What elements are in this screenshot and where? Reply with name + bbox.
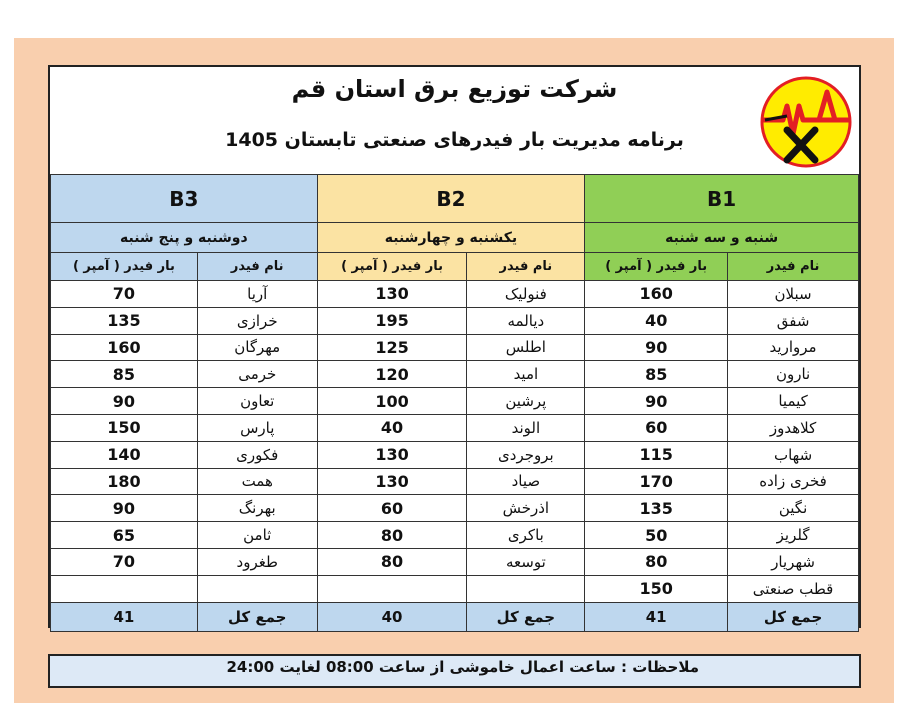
b2-name-cell: الوند <box>467 414 585 441</box>
b3-name-cell: خرازی <box>197 307 317 334</box>
b1-load-cell: 170 <box>585 468 728 495</box>
b1-name-cell: گلریز <box>728 522 859 549</box>
b1-name-cell: مروارید <box>728 334 859 361</box>
b1-name-cell: کیمیا <box>728 388 859 415</box>
zone-b3-days: دوشنبه و پنج شنبه <box>51 223 318 253</box>
column-header-row <box>51 253 859 281</box>
feeder-rows <box>51 281 859 603</box>
b1-load-cell: 160 <box>585 281 728 308</box>
b2-load-cell: 130 <box>317 281 467 308</box>
b1-load-cell: 90 <box>585 334 728 361</box>
b1-total: 41 <box>585 602 728 631</box>
b3-name-cell: پارس <box>197 414 317 441</box>
table-row <box>51 522 859 549</box>
company-logo-icon <box>757 76 855 168</box>
b1-name-cell: نگین <box>728 495 859 522</box>
b3-name-cell: مهرگان <box>197 334 317 361</box>
b1-load-header: بار فیدر ( آمپر ) <box>585 253 728 281</box>
table-row <box>51 388 859 415</box>
b2-total-label: جمع کل <box>467 602 585 631</box>
sheet-header <box>50 67 859 176</box>
b1-load-cell: 80 <box>585 548 728 575</box>
b2-name-cell: امید <box>467 361 585 388</box>
b2-name-cell: باکری <box>467 522 585 549</box>
b3-load-cell: 90 <box>51 388 198 415</box>
schedule-sheet <box>48 65 861 628</box>
company-title: شرکت توزیع برق استان قم <box>291 75 618 103</box>
b3-total-label: جمع کل <box>197 602 317 631</box>
b2-load-cell: 60 <box>317 495 467 522</box>
b2-load-cell: 80 <box>317 522 467 549</box>
b1-name-cell: کلاهدوز <box>728 414 859 441</box>
zone-b1-header: B1 <box>585 175 859 223</box>
zone-header-row <box>51 175 859 223</box>
b3-name-cell: همت <box>197 468 317 495</box>
b3-load-cell: 180 <box>51 468 198 495</box>
table-row <box>51 495 859 522</box>
b1-load-cell: 115 <box>585 441 728 468</box>
b3-load-cell: 140 <box>51 441 198 468</box>
table-row <box>51 334 859 361</box>
b1-total-label: جمع کل <box>728 602 859 631</box>
b1-load-cell: 90 <box>585 388 728 415</box>
b2-load-cell: 40 <box>317 414 467 441</box>
table-row <box>51 468 859 495</box>
b1-name-cell: شهریار <box>728 548 859 575</box>
zone-b2-header: B2 <box>317 175 585 223</box>
table-row <box>51 281 859 308</box>
b1-name-header: نام فیدر <box>728 253 859 281</box>
table-row <box>51 575 859 602</box>
b3-name-header: نام فیدر <box>197 253 317 281</box>
b1-name-cell: نارون <box>728 361 859 388</box>
b3-load-header: بار فیدر ( آمپر ) <box>51 253 198 281</box>
b3-load-cell: 65 <box>51 522 198 549</box>
b2-name-cell: صیاد <box>467 468 585 495</box>
b2-load-cell: 125 <box>317 334 467 361</box>
b1-name-cell: قطب صنعتی <box>728 575 859 602</box>
b2-name-header: نام فیدر <box>467 253 585 281</box>
b3-name-cell: آریا <box>197 281 317 308</box>
table-row <box>51 548 859 575</box>
program-title: برنامه مدیریت بار فیدرهای صنعتی تابستان 1405 <box>225 129 684 151</box>
b2-name-cell: بروجردی <box>467 441 585 468</box>
totals-row <box>51 602 859 631</box>
b2-name-cell: دیالمه <box>467 307 585 334</box>
days-row <box>51 223 859 253</box>
table-row <box>51 414 859 441</box>
b2-name-cell: اطلس <box>467 334 585 361</box>
b1-name-cell: سبلان <box>728 281 859 308</box>
b2-load-cell: 120 <box>317 361 467 388</box>
b3-load-cell <box>51 575 198 602</box>
b3-load-cell: 70 <box>51 548 198 575</box>
b2-total: 40 <box>317 602 467 631</box>
b1-name-cell: شفق <box>728 307 859 334</box>
b1-load-cell: 150 <box>585 575 728 602</box>
b3-load-cell: 160 <box>51 334 198 361</box>
notes-text: ملاحظات : ساعت اعمال خاموشی از ساعت 08:00 لغایت 24:00 <box>226 658 699 676</box>
b3-name-cell: خرمی <box>197 361 317 388</box>
b2-load-cell: 130 <box>317 468 467 495</box>
b1-load-cell: 50 <box>585 522 728 549</box>
b3-name-cell: بهرنگ <box>197 495 317 522</box>
b3-name-cell <box>197 575 317 602</box>
zone-b1-days: شنبه و سه شنبه <box>585 223 859 253</box>
b1-name-cell: فخری زاده <box>728 468 859 495</box>
b2-load-cell: 100 <box>317 388 467 415</box>
b3-name-cell: طغرود <box>197 548 317 575</box>
b2-load-cell: 80 <box>317 548 467 575</box>
b1-load-cell: 85 <box>585 361 728 388</box>
b1-load-cell: 60 <box>585 414 728 441</box>
b3-load-cell: 85 <box>51 361 198 388</box>
notes-box <box>48 654 861 688</box>
b2-name-cell: فنولیک <box>467 281 585 308</box>
b2-load-cell: 130 <box>317 441 467 468</box>
b3-name-cell: فکوری <box>197 441 317 468</box>
b2-load-header: بار فیدر ( آمپر ) <box>317 253 467 281</box>
table-row <box>51 307 859 334</box>
b2-load-cell: 195 <box>317 307 467 334</box>
zone-b3-header: B3 <box>51 175 318 223</box>
b1-name-cell: شهاب <box>728 441 859 468</box>
b2-name-cell: توسعه <box>467 548 585 575</box>
b2-name-cell <box>467 575 585 602</box>
zone-b2-days: یکشنبه و چهارشنبه <box>317 223 585 253</box>
b1-load-cell: 40 <box>585 307 728 334</box>
b3-load-cell: 70 <box>51 281 198 308</box>
b2-load-cell <box>317 575 467 602</box>
b3-total: 41 <box>51 602 198 631</box>
b3-load-cell: 90 <box>51 495 198 522</box>
b1-load-cell: 135 <box>585 495 728 522</box>
b3-load-cell: 135 <box>51 307 198 334</box>
feeder-table <box>50 174 859 632</box>
b3-name-cell: ثامن <box>197 522 317 549</box>
table-row <box>51 361 859 388</box>
b2-name-cell: پرشین <box>467 388 585 415</box>
b2-name-cell: اذرخش <box>467 495 585 522</box>
b3-name-cell: تعاون <box>197 388 317 415</box>
table-row <box>51 441 859 468</box>
b3-load-cell: 150 <box>51 414 198 441</box>
